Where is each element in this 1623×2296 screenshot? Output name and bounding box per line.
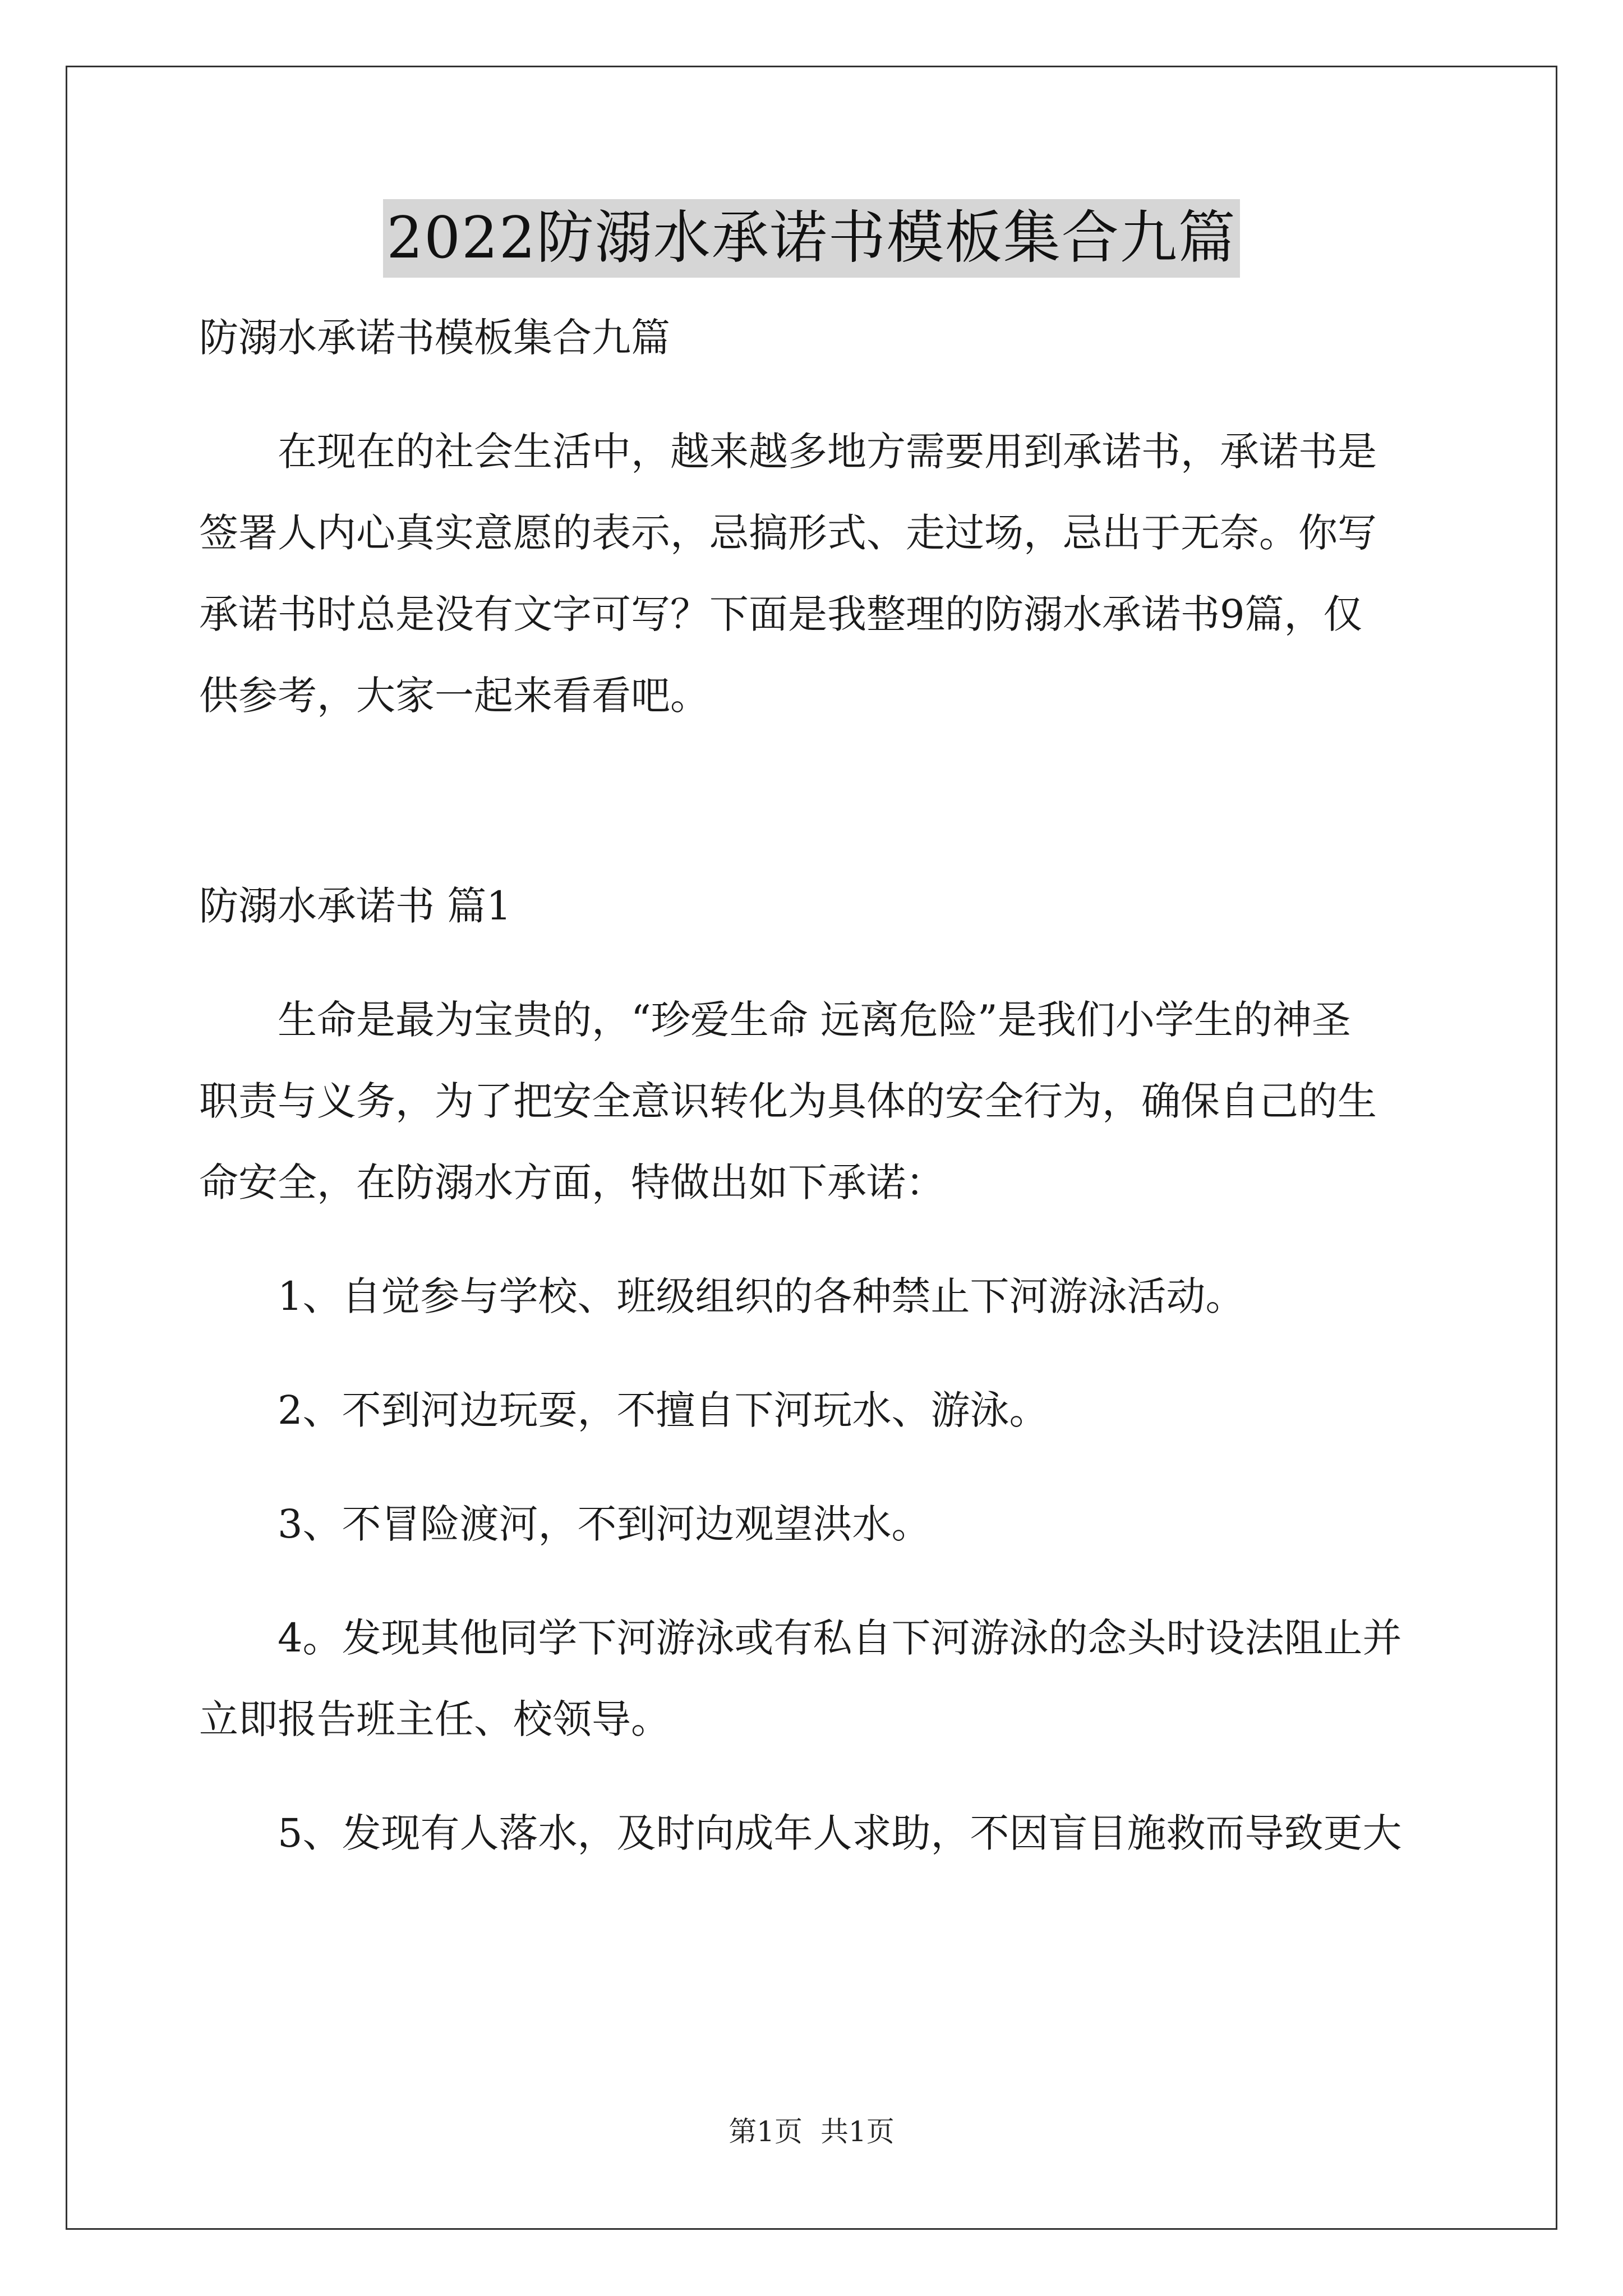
commitment-item-3: 3、不冒险渡河，不到河边观望洪水。 — [278, 1501, 931, 1547]
intro-line-1: 在现在的社会生活中，越来越多地方需要用到承诺书，承诺书是 — [278, 429, 1377, 475]
page-number-current: 第1页 — [728, 2115, 803, 2148]
commitment-item-4-line-2: 立即报告班主任、校领导。 — [199, 1696, 670, 1742]
intro-line-2: 签署人内心真实意愿的表示，忌搞形式、走过场，忌出于无奈。你写 — [199, 510, 1377, 556]
page-footer — [0, 2115, 1623, 2148]
commitment-item-2: 2、不到河边玩耍，不擅自下河玩水、游泳。 — [278, 1387, 1049, 1433]
section-heading: 防溺水承诺书 篇1 — [199, 883, 511, 929]
commitment-item-1: 1、自觉参与学校、班级组织的各种禁止下河游泳活动。 — [278, 1273, 1245, 1319]
intro-line-4: 供参考，大家一起来看看吧。 — [199, 673, 709, 719]
title-container — [0, 199, 1623, 278]
section-intro-line-2: 职责与义务，为了把安全意识转化为具体的安全行为，确保自己的生 — [199, 1078, 1377, 1124]
document-subtitle: 防溺水承诺书模板集合九篇 — [199, 315, 670, 361]
commitment-item-4-line-1: 4。发现其他同学下河游泳或有私自下河游泳的念头时设法阻止并 — [278, 1615, 1402, 1661]
section-intro-line-1: 生命是最为宝贵的，“珍爱生命 远离危险”是我们小学生的神圣 — [278, 997, 1351, 1043]
intro-line-3: 承诺书时总是没有文字可写？下面是我整理的防溺水承诺书9篇，仅 — [199, 591, 1363, 637]
document-title: 2022防溺水承诺书模板集合九篇 — [383, 199, 1240, 278]
page-number-total: 共1页 — [820, 2115, 895, 2148]
commitment-item-5: 5、发现有人落水，及时向成年人求助，不因盲目施救而导致更大 — [278, 1810, 1402, 1856]
document-body — [199, 297, 1433, 1874]
section-intro-line-3: 命安全，在防溺水方面，特做出如下承诺： — [199, 1159, 945, 1205]
